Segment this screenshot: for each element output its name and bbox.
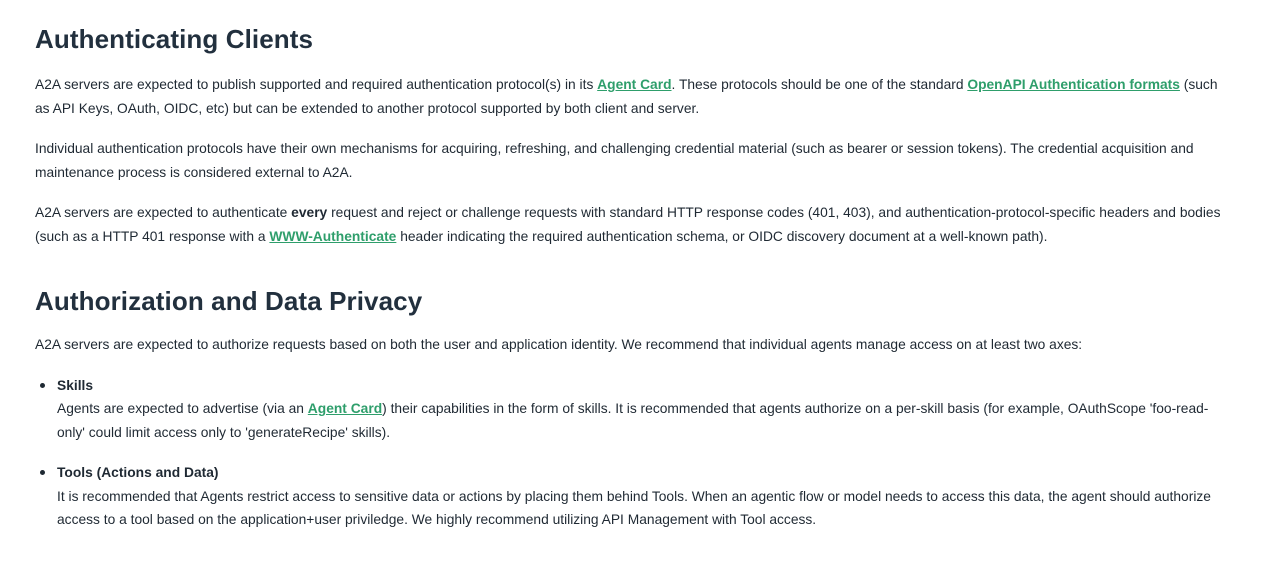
text: ) their capabilities in the form of skills. It is recommended that agents authorize on a per-skill basis (for example, OAuthScope 'foo-read-only' could limit access only to 'generateRecipe' skills). xyxy=(57,401,1209,440)
section-heading-authenticating-clients: Authenticating Clients xyxy=(35,24,314,54)
www-authenticate-link[interactable]: WWW-Authenticate xyxy=(269,228,397,244)
list-item-title: Skills xyxy=(57,377,94,393)
paragraph-authenticate-every-request xyxy=(35,201,1235,248)
bullet-icon xyxy=(40,383,45,388)
list-item-title: Tools (Actions and Data) xyxy=(57,465,219,480)
text: A2A servers are expected to publish supported and required authentication protocol(s) in its xyxy=(35,77,598,92)
text: Agents are expected to advertise (via an xyxy=(57,401,308,416)
text: (such as API Keys, OAuth, OIDC, etc) but can be extended to another protocol supported by both client and server. xyxy=(35,77,1218,116)
openapi-auth-formats-link[interactable]: OpenAPI Authentication formats xyxy=(967,77,1180,92)
authorization-axes-list xyxy=(35,374,1235,532)
text: . These protocols should be one of the standard xyxy=(671,77,968,92)
agent-card-link[interactable]: Agent Card xyxy=(307,401,383,416)
text: header indicating the required authentication schema, or OIDC discovery document at a well-known path). xyxy=(396,228,1048,244)
text: A2A servers are expected to authenticate xyxy=(35,205,292,220)
section-heading-authorization-data-privacy: Authorization and Data Privacy xyxy=(35,286,423,316)
text: request and reject or challenge requests with standard HTTP response codes (401, 403), and authentication-protocol-specific headers and bodies (such as a HTTP 401 response with a xyxy=(35,205,1221,244)
agent-card-link[interactable]: Agent Card xyxy=(597,77,672,92)
bullet-icon xyxy=(40,470,45,475)
emphasis-every: every xyxy=(291,205,328,220)
paragraph-credential-material: Individual authentication protocols have their own mechanisms for acquiring, refreshing, and challenging credential material (such as bearer or session tokens). The credential acquisition and maintenance process is considered external to A2A. xyxy=(35,141,1194,180)
paragraph-authorization-intro: A2A servers are expected to authorize requests based on both the user and application identity. We recommend that individual agents manage access on at least two axes: xyxy=(35,337,1083,352)
list-item-skills xyxy=(57,374,1235,445)
list-item-tools xyxy=(57,461,1235,532)
paragraph-auth-protocols xyxy=(35,73,1235,120)
list-item-text: It is recommended that Agents restrict access to sensitive data or actions by placing them behind Tools. When an agentic flow or model needs to access this data, the agent should authorize access to a tool based on the application+user priviledge. We highly recommend utilizing API Management with Tool access. xyxy=(57,488,1211,527)
